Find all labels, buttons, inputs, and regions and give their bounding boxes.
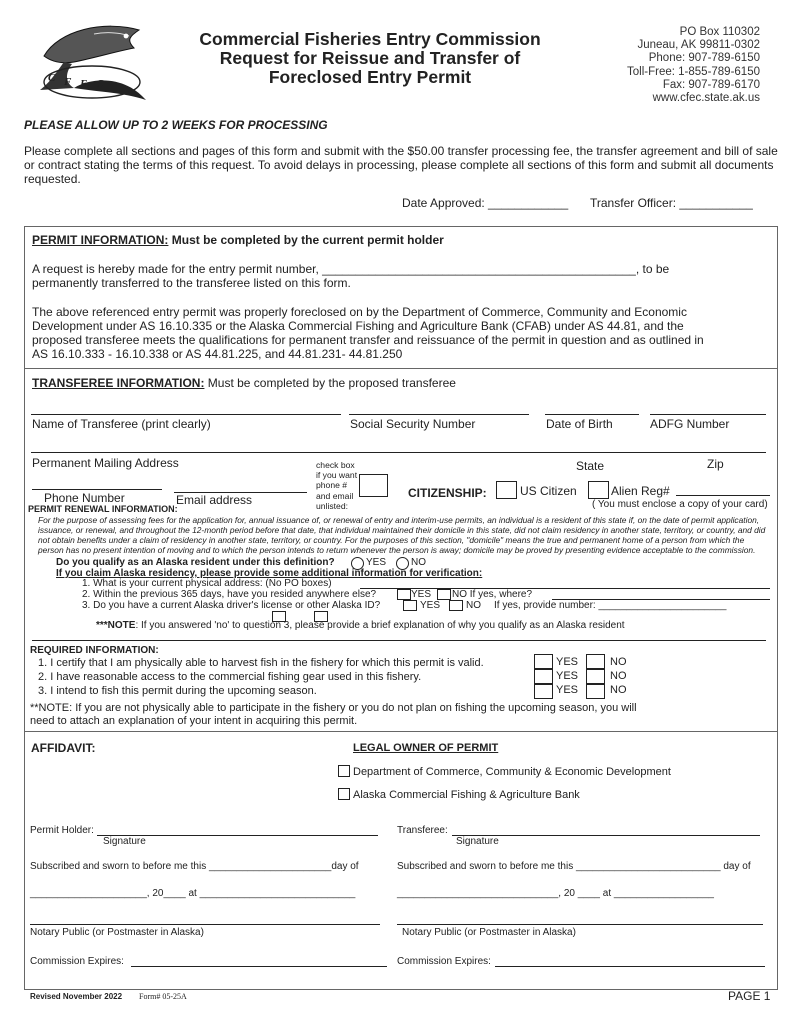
sworn-right[interactable]: Subscribed and sworn to before me this __________________________ day of — [397, 861, 751, 872]
us-citizen-label: US Citizen — [520, 484, 577, 498]
q2-yes-checkbox[interactable] — [397, 589, 411, 600]
qualify-yes-label: YES — [366, 557, 387, 568]
req2-no-label: NO — [610, 670, 627, 682]
req3-yes-checkbox[interactable] — [534, 684, 553, 699]
qualify-question: Do you qualify as an Alaska resident under this definition? — [56, 557, 335, 568]
req3-yes-label: YES — [556, 684, 579, 696]
required-heading: REQUIRED INFORMATION: — [30, 645, 159, 656]
fish-logo — [34, 18, 154, 104]
q3-yes-label: YES — [420, 600, 441, 611]
explanation-field[interactable] — [32, 640, 766, 641]
alien-note: ( You must enclose a copy of your card) — [592, 499, 768, 510]
phone-field[interactable] — [32, 489, 162, 490]
permit-info-title: PERMIT INFORMATION: — [32, 233, 169, 247]
q3-number-field[interactable]: If yes, provide number: _______________________ — [494, 600, 727, 611]
q2-yes-label: YES — [411, 589, 432, 600]
zip-label: Zip — [707, 457, 724, 471]
address-line: Toll-Free: 1-855-789-6150 — [627, 65, 760, 78]
renewal-heading: PERMIT RENEWAL INFORMATION: — [28, 504, 178, 514]
address-label: Permanent Mailing Address — [32, 456, 179, 470]
address-line: Juneau, AK 99811-0302 — [637, 39, 760, 52]
owner-cfab-checkbox[interactable] — [338, 788, 350, 800]
q3-yes-checkbox[interactable] — [403, 600, 417, 611]
logo-letter: F — [64, 76, 72, 88]
required-item: 1. I certify that I am physically able to harvest fish in the fishery for which this permit is valid. — [38, 657, 484, 669]
date-location-right[interactable]: _____________________________, 20 ____ at __________________ — [397, 888, 714, 899]
instructions: Please complete all sections and pages of this form and submit with the $50.00 transfer processing fee, the transfer agreement and bill of sale or contract stating the terms of this request. To avoid delays in processing, please complete all sections of this form and submit all documents requested. — [24, 144, 778, 186]
req2-no-checkbox[interactable] — [586, 669, 605, 684]
req3-no-checkbox[interactable] — [586, 684, 605, 699]
permit-request-text — [32, 262, 669, 290]
foreclosure-line: proposed transferee meets the qualifications for permanent transfer and reissuance of the permit in question and as outlined in — [32, 333, 704, 347]
address-line: Phone: 907-789-6150 — [648, 52, 760, 65]
unlisted-line: if you want — [316, 470, 358, 481]
req3-no-label: NO — [610, 684, 627, 696]
unlisted-instructions — [316, 460, 357, 511]
note-line: need to attach an explanation of your intent in acquiring this permit. — [30, 714, 358, 727]
permit-info-subtitle: Must be completed by the current permit holder — [168, 233, 444, 247]
owner-dcced-label: Department of Commerce, Community & Economic Development — [353, 766, 671, 778]
req1-yes-checkbox[interactable] — [534, 654, 553, 669]
commission-left-field[interactable] — [131, 966, 387, 967]
title-line: Request for Reissue and Transfer of — [219, 48, 521, 68]
permit-number-field[interactable]: A request is hereby made for the entry permit number, _______________________________________________, to be — [32, 262, 670, 276]
alien-label: Alien Reg# — [611, 484, 670, 498]
dob-label: Date of Birth — [546, 417, 613, 431]
email-label: Email address — [176, 493, 253, 507]
phone-label: Phone Number — [44, 491, 125, 505]
q2-no-checkbox[interactable] — [437, 589, 451, 600]
affidavit-heading: AFFIDAVIT: — [31, 741, 96, 755]
req2-yes-checkbox[interactable] — [534, 669, 553, 684]
signature-caption: Signature — [103, 836, 146, 847]
q2-no-label: NO If yes, where? — [452, 589, 533, 600]
transferee-title: TRANSFEREE INFORMATION: — [32, 376, 205, 390]
owner-cfab-label: Alaska Commercial Fishing & Agriculture Bank — [353, 789, 580, 801]
title-line: Foreclosed Entry Permit — [268, 67, 472, 87]
date-approved: Date Approved: ____________ — [402, 196, 569, 210]
foreclosure-line: Development under AS 16.10.335 or the Alaska Commercial Fishing and Agriculture Bank (CFAB) under AS 44.81, and the — [32, 319, 684, 333]
unlisted-checkbox[interactable] — [359, 474, 388, 497]
question-2: 2. Within the previous 365 days, have you resided anywhere else? — [82, 589, 377, 600]
note-text: : If you answered 'no' to question 3, please provide a brief explanation of why you qualify as an Alaska resident — [135, 620, 625, 631]
transferee-sign-label: Transferee: — [397, 825, 448, 836]
adfg-label: ADFG Number — [650, 417, 730, 431]
logo-letter: C — [48, 72, 56, 84]
required-items — [38, 656, 484, 698]
q3-no-checkbox[interactable] — [449, 600, 463, 611]
unlisted-line: phone # — [316, 480, 348, 491]
req1-no-checkbox[interactable] — [586, 654, 605, 669]
residency-note — [96, 620, 625, 631]
logo-letter: C — [96, 78, 104, 90]
permit-info-heading — [32, 233, 444, 247]
q3-no-label: NO — [466, 600, 481, 611]
commission-right-field[interactable] — [495, 966, 765, 967]
alien-number-field[interactable] — [676, 495, 770, 496]
unlisted-line: unlisted: — [316, 500, 349, 511]
transferee-heading — [32, 376, 456, 390]
note-prefix: ***NOTE — [96, 620, 136, 631]
form-title — [180, 30, 560, 87]
title-line: Commercial Fisheries Entry Commission — [199, 29, 541, 49]
address-line: PO Box 110302 — [679, 26, 760, 38]
section-divider — [24, 731, 777, 732]
question-3: 3. Do you have a current Alaska driver's license or other Alaska ID? — [82, 600, 381, 611]
revised-date: Revised November 2022 — [30, 992, 123, 1001]
transfer-officer: Transfer Officer: ___________ — [590, 196, 753, 210]
req1-no-label: NO — [610, 656, 627, 668]
ssn-field[interactable] — [349, 414, 529, 415]
dob-field[interactable] — [545, 414, 639, 415]
adfg-field[interactable] — [650, 414, 766, 415]
website-link[interactable]: www.cfec.state.ak.us — [652, 92, 760, 105]
required-note — [30, 702, 637, 727]
note-line: **NOTE: If you are not physically able to participate in the fishery or you do not plan on fishing the upcoming season, you will — [30, 702, 637, 714]
sworn-left[interactable]: Subscribed and sworn to before me this ______________________day of — [30, 861, 359, 872]
unlisted-line: and email — [316, 490, 354, 501]
question-1: 1. What is your current physical address: (No PO boxes) — [82, 578, 332, 589]
citizenship-label: CITIZENSHIP: — [408, 486, 487, 500]
commission-label-left: Commission Expires: — [30, 956, 124, 967]
address-field[interactable] — [31, 452, 766, 453]
required-item: 3. I intend to fish this permit during the upcoming season. — [38, 685, 317, 697]
agency-address — [627, 26, 760, 105]
foreclosure-line: The above referenced entry permit was properly foreclosed on by the Department of Commerce, Community and Economic — [32, 305, 687, 319]
date-location-left[interactable]: _____________________, 20____ at ____________________________ — [30, 888, 356, 899]
permit-holder-label: Permit Holder: — [30, 825, 94, 836]
notary-label-left: Notary Public (or Postmaster in Alaska) — [30, 927, 204, 938]
qualify-no-label: NO — [411, 557, 426, 568]
definition-line: For the purpose of assessing fees for the application for, annual issuance of, or renewal of entry and interim-use permits, an individual is a resident of this state if, on the date of permit application, — [38, 515, 760, 525]
page-number: PAGE 1 — [728, 989, 771, 1003]
notary-label-right: Notary Public (or Postmaster in Alaska) — [402, 927, 576, 938]
definition-line: not obtain benefits under a claim of residency in another state, territory, or country. For the purposes of this section, "domicile" means the true and permanent home of a person from which the — [38, 535, 745, 545]
us-citizen-checkbox[interactable] — [496, 481, 517, 499]
claim-heading: If you claim Alaska residency, please provide some additional information for verification: — [56, 568, 483, 579]
address-line: Fax: 907-789-6170 — [662, 78, 760, 91]
request-line: permanently transferred to the transferee listed on this form. — [32, 276, 351, 290]
foreclosure-text — [32, 305, 772, 361]
state-label: State — [576, 459, 605, 473]
alien-checkbox[interactable] — [588, 481, 609, 499]
commission-label-right: Commission Expires: — [397, 956, 491, 967]
required-item: 2. I have reasonable access to the commercial fishing gear used in this fishery. — [38, 671, 422, 683]
ssn-label: Social Security Number — [350, 417, 476, 431]
notary-right-field[interactable] — [397, 924, 763, 925]
definition-line: issuance, or renewal, and throughout the 12-month period before that date, that individual maintained their domicile in this state, did not claim residency in another state, territory, or country, and did — [38, 525, 766, 535]
notary-left-field[interactable] — [30, 924, 380, 925]
logo-letter: E — [80, 78, 88, 90]
definition-line: person has no present intention of moving and to which the person intends to return whenever the person is away; domicile may be proved by presenting evidence acceptable to the commission. — [38, 545, 756, 555]
name-field[interactable] — [31, 414, 341, 415]
processing-notice: PLEASE ALLOW UP TO 2 WEEKS FOR PROCESSING — [24, 118, 328, 132]
unlisted-line: check box — [316, 460, 355, 470]
name-label: Name of Transferee (print clearly) — [32, 417, 211, 431]
owner-dcced-checkbox[interactable] — [338, 765, 350, 777]
section-divider — [24, 368, 777, 369]
transferee-subtitle: Must be completed by the proposed transferee — [204, 376, 456, 390]
req2-yes-label: YES — [556, 670, 579, 682]
legal-owner-heading: LEGAL OWNER OF PERMIT — [353, 742, 499, 754]
foreclosure-line: AS 16.10.333 - 16.10.338 or AS 44.81.225, and 44.81.231- 44.81.250 — [32, 347, 403, 361]
signature-caption: Signature — [456, 836, 499, 847]
residency-definition — [38, 515, 778, 555]
req1-yes-label: YES — [556, 656, 579, 668]
form-number: Form# 05-25A — [139, 992, 187, 1001]
